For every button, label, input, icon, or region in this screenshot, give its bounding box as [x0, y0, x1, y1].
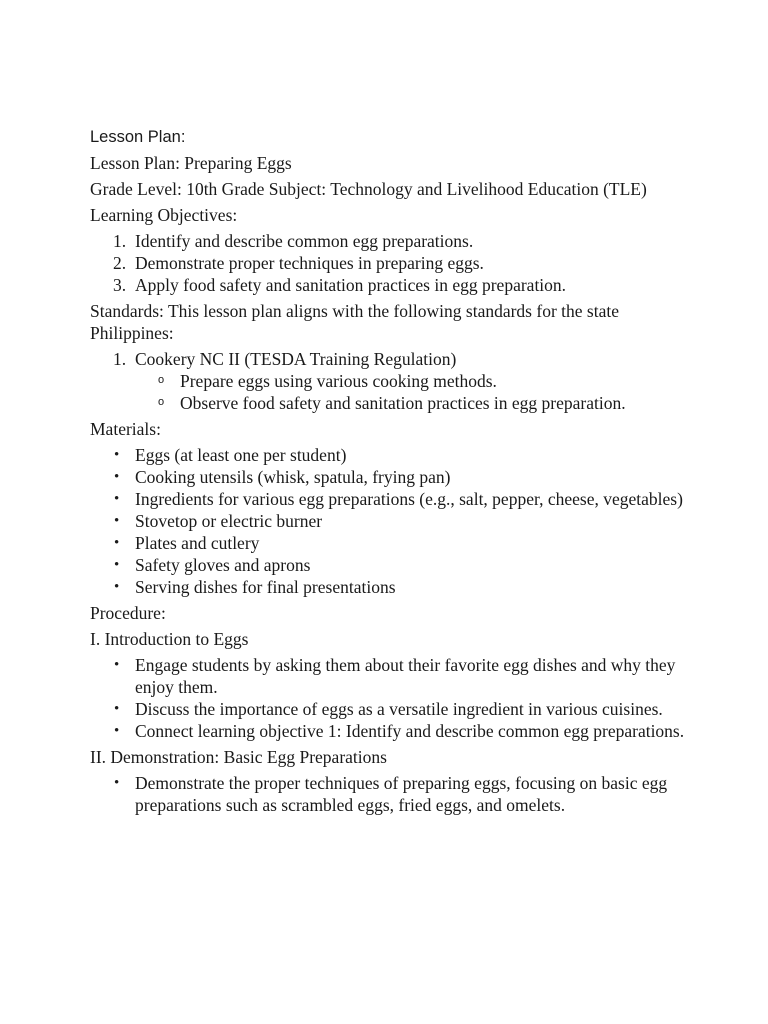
document-title: Lesson Plan:	[90, 128, 186, 146]
objective-item: Demonstrate proper techniques in preparing eggs.	[135, 253, 484, 273]
standard-label: Cookery NC II (TESDA Training Regulation)	[135, 349, 457, 369]
lesson-plan-title: Lesson Plan: Preparing Eggs	[90, 153, 292, 173]
standards-list	[90, 348, 690, 414]
material-item: • Eggs (at least one per student)	[135, 444, 690, 466]
procedure-heading: Procedure:	[90, 603, 166, 623]
materials-heading: Materials:	[90, 419, 161, 439]
procedure-item: • Demonstrate the proper techniques of preparing eggs, focusing on basic egg preparations such as scrambled eggs, fried eggs, and omelets.	[135, 772, 690, 816]
procedure-section-list	[90, 772, 690, 816]
grade-subject-line: Grade Level: 10th Grade Subject: Technology and Livelihood Education (TLE)	[90, 179, 647, 199]
material-item: • Safety gloves and aprons	[135, 554, 690, 576]
standards-intro: Standards: This lesson plan aligns with the following standards for the state Philippines:	[90, 301, 619, 343]
standard-item	[135, 348, 690, 414]
objectives-list	[90, 230, 690, 296]
standard-sublist	[135, 370, 690, 414]
material-item: • Serving dishes for final presentations	[135, 576, 690, 598]
material-item: • Cooking utensils (whisk, spatula, frying pan)	[135, 466, 690, 488]
procedure-section-list	[90, 654, 690, 742]
standard-subitem: o Prepare eggs using various cooking methods.	[180, 370, 690, 392]
objective-item: Identify and describe common egg preparations.	[135, 231, 474, 251]
materials-list	[90, 444, 690, 598]
standard-subitem: o Observe food safety and sanitation practices in egg preparation.	[180, 392, 690, 414]
objective-item: Apply food safety and sanitation practices in egg preparation.	[135, 275, 567, 295]
material-item: • Stovetop or electric burner	[135, 510, 690, 532]
document-page	[90, 126, 690, 820]
procedure-item: • Connect learning objective 1: Identify and describe common egg preparations.	[135, 720, 690, 742]
procedure-item: • Discuss the importance of eggs as a versatile ingredient in various cuisines.	[135, 698, 690, 720]
material-item: • Ingredients for various egg preparations (e.g., salt, pepper, cheese, vegetables)	[135, 488, 690, 510]
objectives-heading: Learning Objectives:	[90, 205, 238, 225]
procedure-section-title: I. Introduction to Eggs	[90, 629, 249, 649]
material-item: • Plates and cutlery	[135, 532, 690, 554]
procedure-item: • Engage students by asking them about their favorite egg dishes and why they enjoy them.	[135, 654, 690, 698]
procedure-section-title: II. Demonstration: Basic Egg Preparations	[90, 747, 387, 767]
